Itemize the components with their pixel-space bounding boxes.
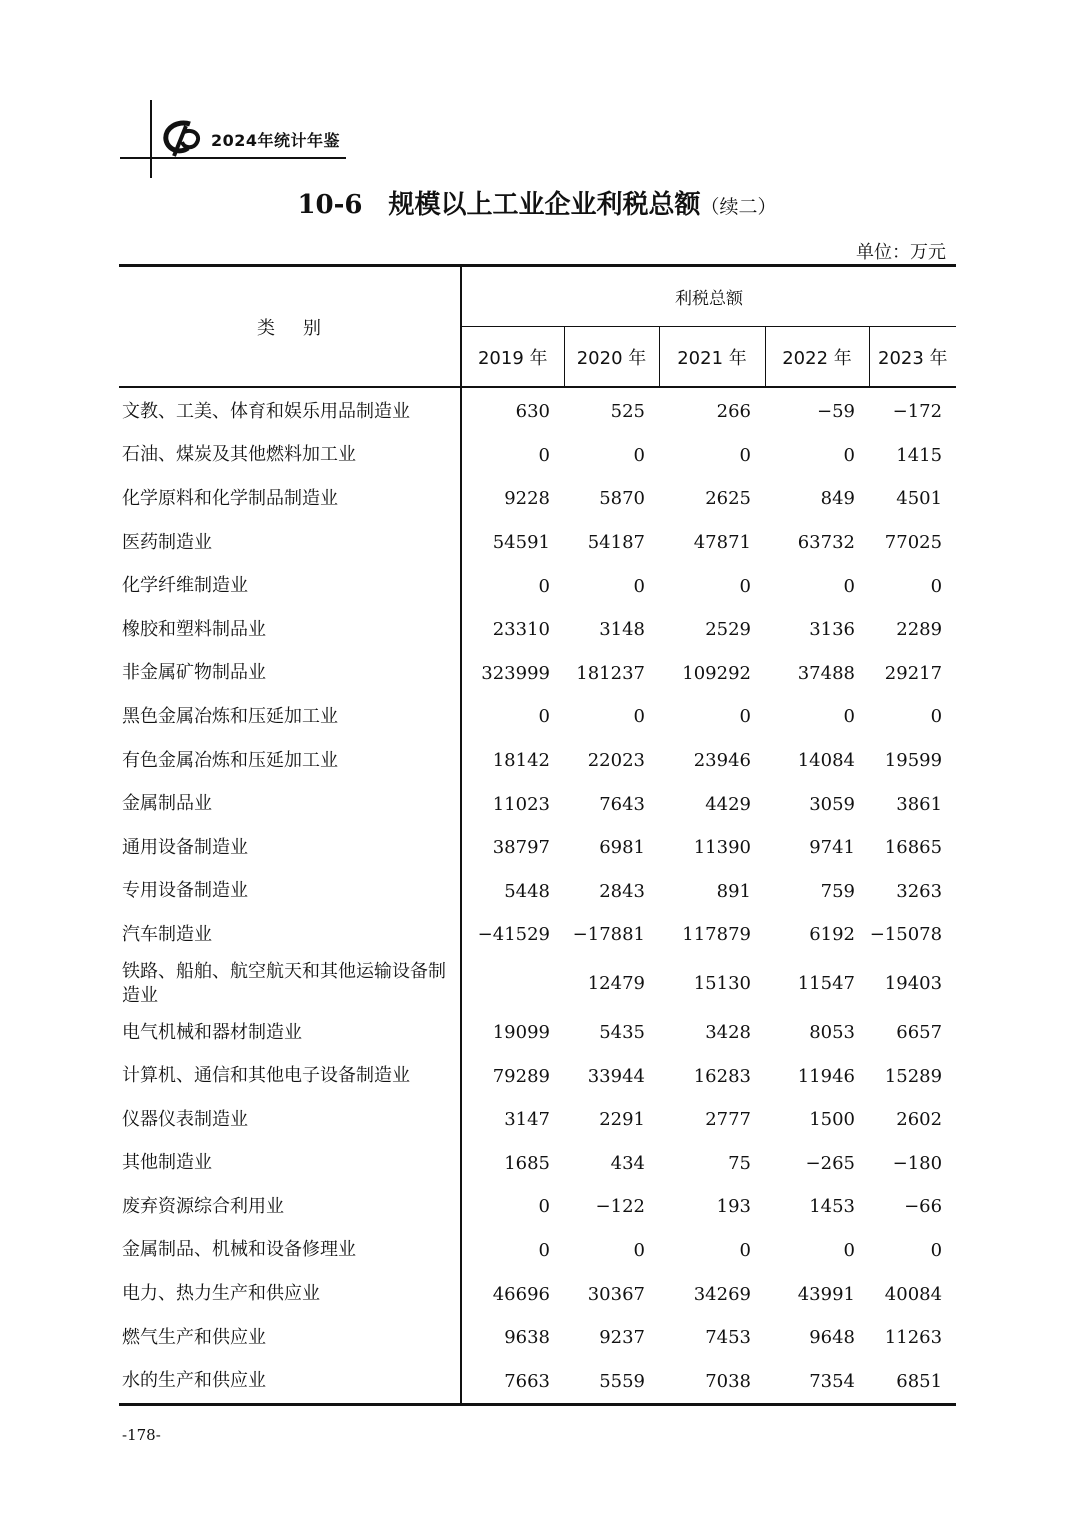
value-cell: 3263 [896,880,943,902]
row-category: 仪器仪表制造业 [119,1098,461,1142]
value-cell: −59 [817,401,855,423]
category-header: 类别 [119,266,461,388]
value-cell: 54591 [492,532,550,554]
value-cell: 15289 [884,1065,943,1087]
table-row [119,870,956,914]
value-cell: 0 [843,1239,855,1261]
table-row [119,695,956,739]
year-header: 2023 年 [878,347,948,369]
row-category: 化学纤维制造业 [119,564,461,608]
value-cell: 0 [739,575,751,597]
value-cell: 9638 [504,1327,550,1349]
value-cell: 6192 [809,924,855,946]
table-row [119,957,956,1011]
value-cell: 37488 [797,662,855,684]
value-cell: 2843 [599,880,645,902]
row-category: 金属制品业 [119,782,461,826]
value-cell: 77025 [884,532,943,554]
row-category: 金属制品、机械和设备修理业 [119,1229,461,1273]
value-cell: 6657 [896,1022,943,1044]
row-category: 废弃资源综合利用业 [119,1185,461,1229]
table-title [0,184,1074,221]
value-cell: 19403 [884,973,943,995]
value-cell: 4501 [896,488,943,510]
value-cell: −17881 [572,924,645,946]
table-title-suffix: （续二） [700,196,777,218]
profit-tax-table [119,264,956,1406]
table-row [119,1316,956,1360]
header-horizontal-rule [120,157,346,159]
value-cell: 2529 [705,619,751,641]
value-cell: 11263 [884,1327,943,1349]
value-cell: 6981 [599,837,645,859]
row-category: 燃气生产和供应业 [119,1316,461,1360]
value-cell: 63732 [797,532,855,554]
value-cell: 18142 [492,750,550,772]
value-cell: 8053 [809,1022,855,1044]
table-row [119,477,956,521]
row-category: 电力、热力生产和供应业 [119,1272,461,1316]
value-cell: 0 [538,706,550,728]
table-row [119,434,956,478]
table-row [119,782,956,826]
value-cell: 79289 [492,1065,550,1087]
value-cell: 2777 [705,1109,751,1131]
value-cell: −172 [892,401,943,423]
value-cell: −122 [595,1196,645,1218]
value-cell: 323999 [481,662,550,684]
year-header: 2021 年 [659,327,765,388]
value-cell: 0 [843,575,855,597]
value-cell: 23310 [492,619,550,641]
value-cell: 15130 [693,973,751,995]
row-category: 电气机械和器材制造业 [119,1011,461,1055]
value-cell: 19599 [884,750,943,772]
value-cell: 0 [538,1196,550,1218]
table-row [119,1011,956,1055]
row-category: 汽车制造业 [119,913,461,957]
value-cell: 3428 [705,1022,751,1044]
value-cell: 1685 [504,1152,550,1174]
value-cell: 4429 [705,793,751,815]
value-cell: −66 [904,1196,943,1218]
table-row [119,1229,956,1273]
value-cell: 117879 [682,924,751,946]
value-cell: 0 [538,444,550,466]
table-row [119,652,956,696]
value-cell: 5559 [564,1359,659,1404]
row-category: 文教、工美、体育和娱乐用品制造业 [119,387,461,434]
value-cell: 7453 [705,1327,751,1349]
value-cell: 0 [633,575,645,597]
value-cell: 46696 [492,1283,550,1305]
value-cell: 0 [739,444,751,466]
value-cell: 11946 [797,1065,855,1087]
value-cell: 16865 [884,837,943,859]
value-cell: 7663 [461,1359,564,1404]
value-cell: 3148 [599,619,645,641]
value-cell: 23946 [693,750,751,772]
value-cell: 3059 [809,793,855,815]
header-vertical-rule [150,100,152,178]
value-cell: 33944 [587,1065,645,1087]
value-cell: 1500 [809,1109,855,1131]
value-cell: 759 [820,880,855,902]
value-cell: 3136 [809,619,855,641]
value-cell: 12479 [587,973,645,995]
value-cell: 0 [633,706,645,728]
row-category: 专用设备制造业 [119,870,461,914]
table-title-main: 10-6 规模以上工业企业利税总额 [297,190,701,220]
table-row [119,608,956,652]
table-row [119,1359,956,1404]
row-category: 铁路、船舶、航空航天和其他运输设备制造业 [119,957,461,1011]
value-cell: 43991 [797,1283,855,1305]
value-cell: −265 [805,1152,855,1174]
value-cell: 34269 [693,1283,751,1305]
value-cell: 0 [843,706,855,728]
value-cell: 181237 [576,662,645,684]
value-cell: −180 [892,1152,943,1174]
value-cell: 5870 [599,488,645,510]
table-row [119,1054,956,1098]
year-header: 2019 年 [461,327,564,388]
value-cell: 38797 [492,837,550,859]
group-header: 利税总额 [461,266,956,327]
value-cell: 0 [739,706,751,728]
value-cell: 2289 [896,619,943,641]
table-row [119,521,956,565]
value-cell: 0 [930,1239,943,1261]
value-cell: 16283 [693,1065,751,1087]
value-cell: 11390 [693,837,751,859]
year-header: 2020 年 [564,327,659,388]
value-cell: 14084 [797,750,855,772]
value-cell: 2625 [705,488,751,510]
value-cell: 1415 [896,444,943,466]
value-cell: 0 [538,1239,550,1261]
value-cell: 11023 [492,793,550,815]
row-category: 黑色金属冶炼和压延加工业 [119,695,461,739]
value-cell: 434 [610,1152,645,1174]
value-cell: 109292 [682,662,751,684]
value-cell: 891 [716,880,751,902]
row-category: 医药制造业 [119,521,461,565]
value-cell: 0 [739,1239,751,1261]
table-row [119,739,956,783]
value-cell: 29217 [884,662,943,684]
value-cell: 5435 [599,1022,645,1044]
value-cell: 9648 [809,1327,855,1349]
table-row [119,1142,956,1186]
value-cell: 3861 [896,793,943,815]
value-cell: 0 [633,444,645,466]
row-category: 通用设备制造业 [119,826,461,870]
value-cell: −15078 [869,924,943,946]
value-cell: 9741 [809,837,855,859]
table-row [119,913,956,957]
value-cell: 0 [538,575,550,597]
value-cell: 0 [633,1239,645,1261]
value-cell: 630 [515,401,550,423]
yearbook-logo-icon [160,118,204,158]
value-cell: 525 [610,401,645,423]
row-category: 水的生产和供应业 [119,1359,461,1404]
row-category: 有色金属冶炼和压延加工业 [119,739,461,783]
value-cell: 40084 [884,1283,943,1305]
value-cell: 9228 [504,488,550,510]
row-category: 非金属矿物制品业 [119,652,461,696]
page-number: -178- [122,1426,161,1444]
value-cell: 2602 [896,1109,943,1131]
value-cell: −41529 [477,924,550,946]
row-category: 石油、煤炭及其他燃料加工业 [119,434,461,478]
value-cell: 7038 [659,1359,765,1404]
value-cell: 849 [820,488,855,510]
value-cell: 75 [728,1152,751,1174]
value-cell: 7354 [765,1359,869,1404]
value-cell: 30367 [587,1283,645,1305]
table-row [119,1185,956,1229]
book-title: 2024年统计年鉴 [211,131,341,150]
table-row [119,1272,956,1316]
table-row [119,387,956,434]
value-cell: 11547 [797,973,855,995]
value-cell: 19099 [492,1022,550,1044]
table-row [119,826,956,870]
table-row [119,1098,956,1142]
value-cell: 193 [716,1196,751,1218]
value-cell: 0 [843,444,855,466]
table-row [119,564,956,608]
value-cell: 6851 [869,1359,956,1404]
value-cell: 5448 [504,880,550,902]
value-cell: 1453 [809,1196,855,1218]
value-cell: 22023 [587,750,645,772]
value-cell: 3147 [504,1109,550,1131]
value-cell: 0 [930,706,943,728]
value-cell: 2291 [599,1109,645,1131]
year-header: 2022 年 [765,327,869,388]
value-cell: 54187 [587,532,645,554]
value-cell: 9237 [599,1327,645,1349]
value-cell: 0 [930,575,943,597]
value-cell [461,957,564,1011]
unit-label: 单位：万元 [856,242,946,263]
row-category: 其他制造业 [119,1142,461,1186]
row-category: 计算机、通信和其他电子设备制造业 [119,1054,461,1098]
value-cell: 266 [716,401,751,423]
value-cell: 7643 [599,793,645,815]
row-category: 橡胶和塑料制品业 [119,608,461,652]
value-cell: 47871 [693,532,751,554]
row-category: 化学原料和化学制品制造业 [119,477,461,521]
